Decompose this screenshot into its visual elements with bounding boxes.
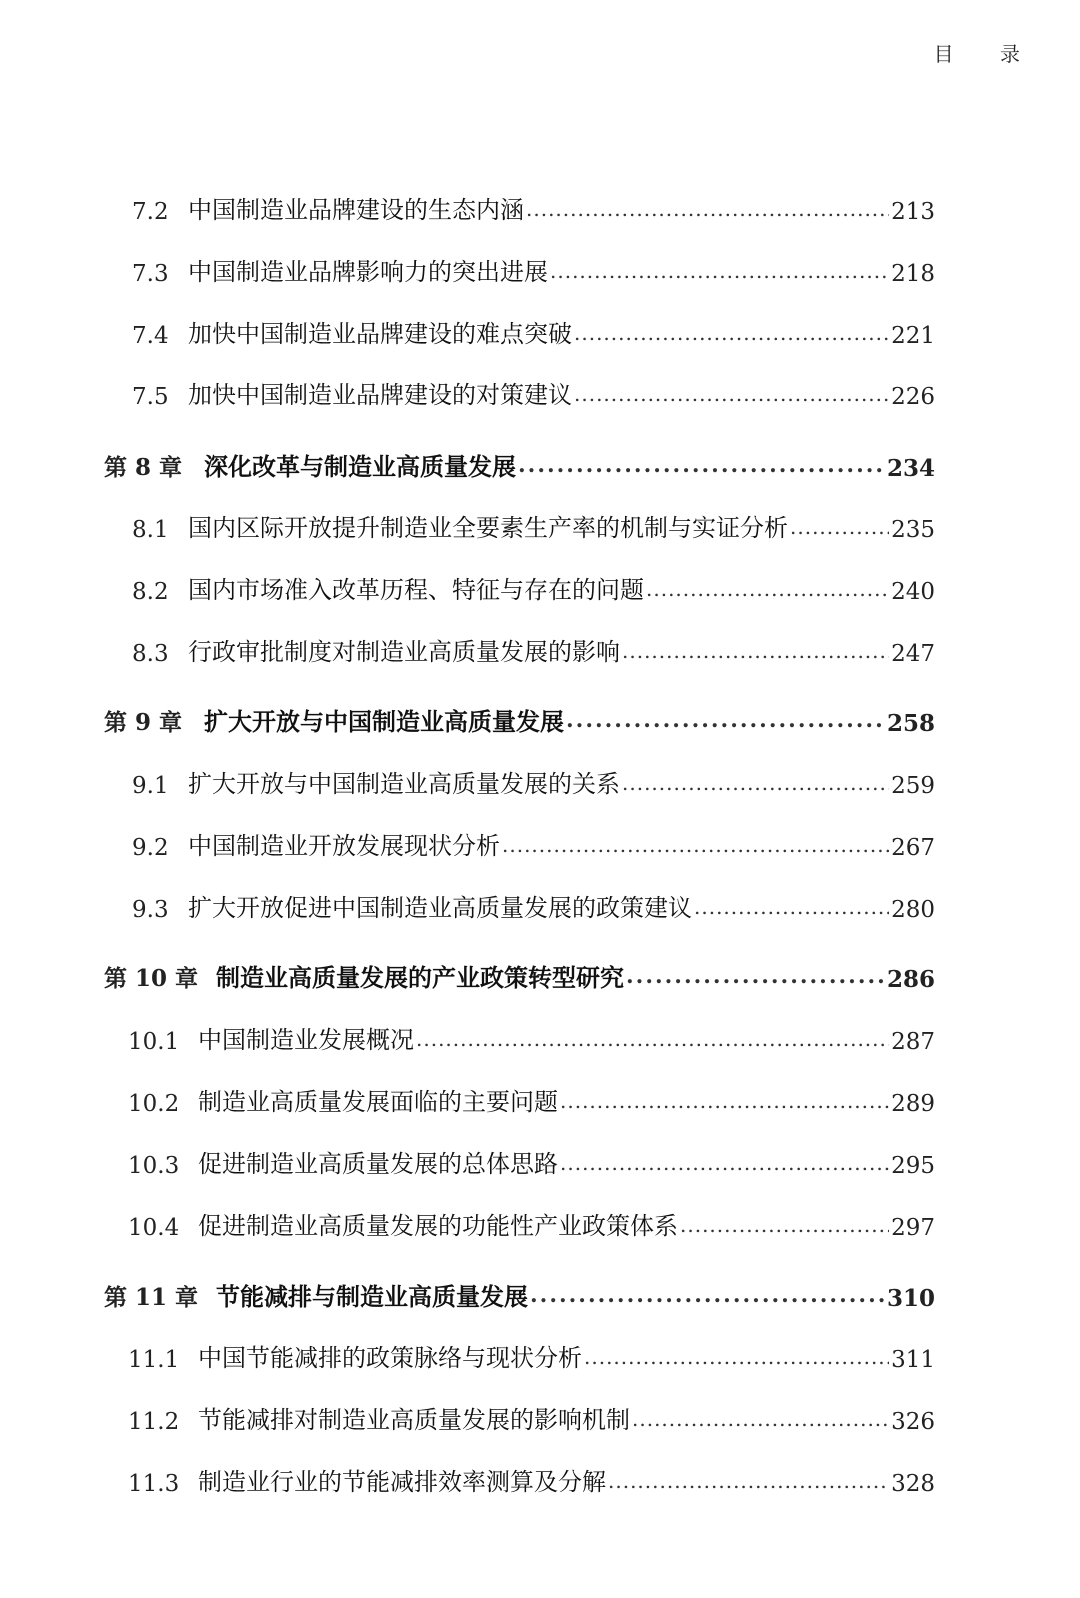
- toc-leader-dots: [416, 1027, 889, 1051]
- toc-page-number: 259: [891, 773, 935, 799]
- toc-entry-title: 促进制造业高质量发展的功能性产业政策体系: [198, 1212, 678, 1240]
- toc-page-number: 287: [891, 1029, 935, 1055]
- toc-entry-number: 第 11 章: [104, 1284, 199, 1311]
- toc-entry-number: 7.3: [132, 261, 169, 287]
- toc-entry-title: 扩大开放与中国制造业高质量发展: [204, 707, 564, 736]
- toc-leader-dots: [502, 833, 889, 857]
- toc-page-number: 328: [891, 1471, 935, 1497]
- toc-chapter-entry[interactable]: [0, 697, 1080, 737]
- toc-page-number: 326: [891, 1409, 935, 1435]
- toc-leader-dots: [560, 1151, 889, 1175]
- toc-entry-number: 第 10 章: [104, 965, 199, 992]
- toc-page-number: 226: [891, 384, 935, 410]
- toc-page-number: 258: [886, 710, 935, 737]
- toc-entry-title: 加快中国制造业品牌建设的难点突破: [188, 320, 572, 348]
- toc-leader-dots: [622, 771, 889, 795]
- toc-section-entry[interactable]: [0, 370, 1080, 410]
- toc-entry-number: 8.1: [132, 517, 169, 543]
- toc-leader-dots: [632, 1407, 889, 1431]
- toc-leader-dots: [550, 259, 889, 283]
- toc-page-number: 221: [891, 323, 935, 349]
- toc-leader-dots: [694, 895, 889, 919]
- toc-entry-number: 8.2: [132, 579, 169, 605]
- toc-leader-dots: [584, 1345, 889, 1369]
- toc-entry-number: 10.2: [128, 1091, 180, 1117]
- toc-entry-title: 促进制造业高质量发展的总体思路: [198, 1150, 558, 1178]
- toc-page-number: 213: [891, 199, 935, 225]
- toc-leader-dots: [530, 1282, 885, 1308]
- toc-entry-number: 11.2: [128, 1409, 180, 1435]
- toc-section-entry[interactable]: [0, 1457, 1080, 1497]
- toc-leader-dots: [646, 577, 889, 601]
- toc-entry-title: 深化改革与制造业高质量发展: [204, 452, 516, 481]
- toc-entry-number: 9.2: [132, 835, 169, 861]
- toc-entry-number: 第 9 章: [104, 709, 183, 736]
- toc-section-entry[interactable]: [0, 1333, 1080, 1373]
- toc-leader-dots: [526, 197, 889, 221]
- toc-page-number: 218: [891, 261, 935, 287]
- toc-page-number: 297: [891, 1215, 935, 1241]
- toc-page-number: 234: [886, 455, 935, 482]
- toc-section-entry[interactable]: [0, 1139, 1080, 1179]
- toc-entry-number: 11.1: [128, 1347, 180, 1373]
- toc-page-number: 289: [891, 1091, 935, 1117]
- toc-entry-title: 制造业高质量发展的产业政策转型研究: [216, 963, 624, 992]
- toc-section-entry[interactable]: [0, 1395, 1080, 1435]
- toc-chapter-entry[interactable]: [0, 1272, 1080, 1312]
- toc-entry-number: 8.3: [132, 641, 169, 667]
- toc-section-entry[interactable]: [0, 627, 1080, 667]
- toc-page-number: 286: [886, 966, 935, 993]
- toc-entry-number: 9.1: [132, 773, 169, 799]
- toc-entry-number: 10.4: [128, 1215, 180, 1241]
- toc-entry-number: 10.1: [128, 1029, 180, 1055]
- toc-entry-title: 制造业高质量发展面临的主要问题: [198, 1088, 558, 1116]
- toc-entry-title: 中国节能减排的政策脉络与现状分析: [198, 1344, 582, 1372]
- toc-entry-title: 节能减排对制造业高质量发展的影响机制: [198, 1406, 630, 1434]
- toc-entry-number: 7.4: [132, 323, 169, 349]
- toc-page-number: 247: [891, 641, 935, 667]
- toc-section-entry[interactable]: [0, 883, 1080, 923]
- toc-leader-dots: [790, 515, 889, 539]
- toc-entry-title: 国内区际开放提升制造业全要素生产率的机制与实证分析: [188, 514, 788, 542]
- toc-leader-dots: [680, 1213, 889, 1237]
- toc-page-number: 310: [886, 1285, 935, 1312]
- toc-section-entry[interactable]: [0, 503, 1080, 543]
- toc-section-entry[interactable]: [0, 759, 1080, 799]
- toc-entry-number: 7.5: [132, 384, 169, 410]
- toc-entry-number: 7.2: [132, 199, 169, 225]
- toc-chapter-entry[interactable]: [0, 953, 1080, 993]
- toc-page-number: 267: [891, 835, 935, 861]
- toc-section-entry[interactable]: [0, 1201, 1080, 1241]
- toc-entry-title: 行政审批制度对制造业高质量发展的影响: [188, 638, 620, 666]
- toc-leader-dots: [518, 452, 885, 478]
- toc-leader-dots: [574, 382, 889, 406]
- toc-page-number: 295: [891, 1153, 935, 1179]
- toc-page-number: 311: [891, 1347, 935, 1373]
- toc-entry-number: 11.3: [128, 1471, 180, 1497]
- toc-section-entry[interactable]: [0, 1015, 1080, 1055]
- toc-entry-number: 10.3: [128, 1153, 180, 1179]
- toc-section-entry[interactable]: [0, 565, 1080, 605]
- running-header: 目 录: [933, 42, 1040, 66]
- toc-leader-dots: [566, 707, 885, 733]
- toc-leader-dots: [574, 321, 889, 345]
- toc-entry-title: 中国制造业开放发展现状分析: [188, 832, 500, 860]
- toc-entry-title: 扩大开放与中国制造业高质量发展的关系: [188, 770, 620, 798]
- toc-entry-title: 扩大开放促进中国制造业高质量发展的政策建议: [188, 894, 692, 922]
- toc-leader-dots: [622, 639, 889, 663]
- toc-entry-title: 中国制造业品牌建设的生态内涵: [188, 196, 524, 224]
- toc-entry-title: 中国制造业品牌影响力的突出进展: [188, 258, 548, 286]
- toc-entry-title: 节能减排与制造业高质量发展: [216, 1282, 528, 1311]
- toc-page-number: 235: [891, 517, 935, 543]
- toc-chapter-entry[interactable]: [0, 442, 1080, 482]
- toc-entry-number: 9.3: [132, 897, 169, 923]
- toc-entry-number: 第 8 章: [104, 454, 183, 481]
- toc-section-entry[interactable]: [0, 185, 1080, 225]
- toc-leader-dots: [560, 1089, 889, 1113]
- toc-page-number: 280: [891, 897, 935, 923]
- toc-leader-dots: [626, 963, 885, 989]
- toc-page-number: 240: [891, 579, 935, 605]
- toc-section-entry[interactable]: [0, 1077, 1080, 1117]
- toc-section-entry[interactable]: [0, 309, 1080, 349]
- toc-entry-title: 制造业行业的节能减排效率测算及分解: [198, 1468, 606, 1496]
- toc-entry-title: 中国制造业发展概况: [198, 1026, 414, 1054]
- toc-section-entry[interactable]: [0, 821, 1080, 861]
- toc-entry-title: 加快中国制造业品牌建设的对策建议: [188, 381, 572, 409]
- toc-leader-dots: [608, 1469, 889, 1493]
- toc-entry-title: 国内市场准入改革历程、特征与存在的问题: [188, 576, 644, 604]
- toc-section-entry[interactable]: [0, 247, 1080, 287]
